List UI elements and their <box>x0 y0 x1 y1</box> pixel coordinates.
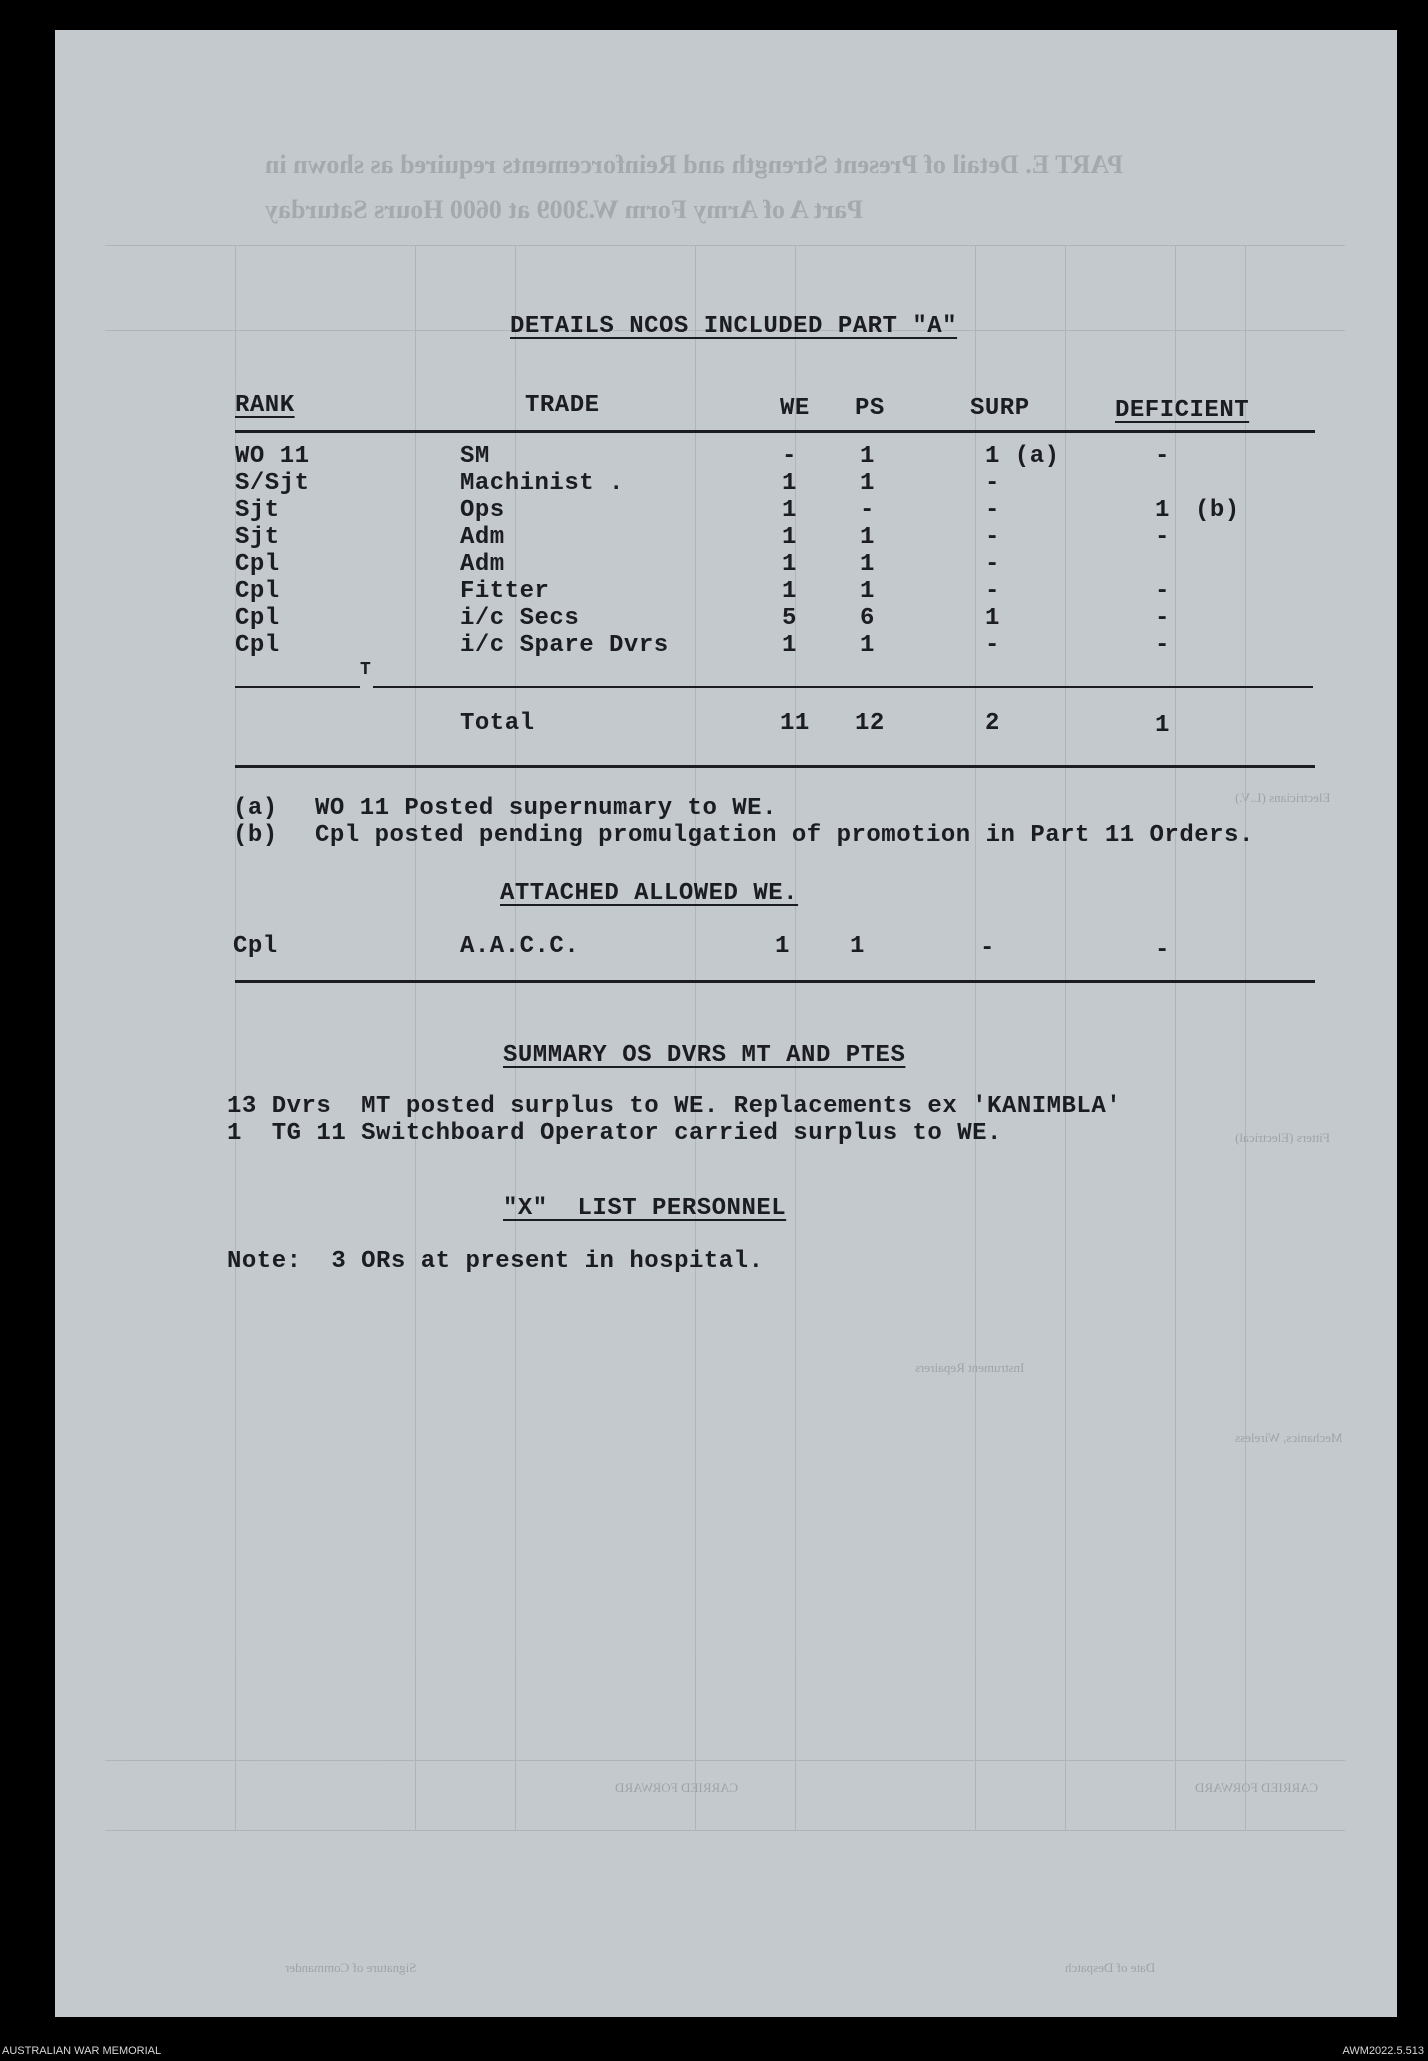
x-list-note: Note: 3 ORs at present in hospital. <box>227 1248 764 1275</box>
table-row-trade: i/c Spare Dvrs <box>460 632 669 659</box>
table-row-surp: - <box>985 578 1000 605</box>
table-row-rank: S/Sjt <box>235 470 310 497</box>
attached-row-surp: - <box>980 935 995 962</box>
attached-row-deficient: - <box>1155 937 1170 964</box>
attached-rule <box>235 980 1315 983</box>
total-rule <box>235 765 1315 768</box>
table-row-surp: - <box>985 524 1000 551</box>
header-rule <box>235 430 1315 433</box>
table-row-rank: Cpl <box>235 578 280 605</box>
table-row-trade: Ops <box>460 497 505 524</box>
total-label: Total <box>460 710 535 737</box>
section-heading-summary: SUMMARY OS DVRS MT AND PTES <box>503 1042 906 1069</box>
attached-row-rank: Cpl <box>233 933 278 960</box>
table-row-ps: 1 <box>860 470 875 497</box>
table-row-we: 1 <box>782 524 797 551</box>
table-row-ps: 1 <box>860 632 875 659</box>
table-row-surp: 1 <box>985 605 1000 632</box>
table-row-surp: - <box>985 497 1000 524</box>
table-row-ps: 1 <box>860 524 875 551</box>
table-row-surp: - <box>985 632 1000 659</box>
attached-row-ps: 1 <box>850 933 865 960</box>
table-row-trade: Machinist . <box>460 470 624 497</box>
table-row-ps: 1 <box>860 443 875 470</box>
table-row-we: 1 <box>782 551 797 578</box>
section-heading-ncos: DETAILS NCOS INCLUDED PART "A" <box>510 313 958 340</box>
table-row-deficient: - <box>1155 443 1170 470</box>
table-row-deficient: - <box>1155 632 1170 659</box>
column-header-rank: RANK <box>235 392 295 419</box>
section-heading-x-list: "X" LIST PERSONNEL <box>503 1195 787 1222</box>
table-row-trade: Fitter <box>460 578 550 605</box>
table-row-we: 1 <box>782 497 797 524</box>
table-row-ps: 6 <box>860 605 875 632</box>
note-text-b: Cpl posted pending promulgation of promotion in Part 11 Orders. <box>315 822 1254 849</box>
table-row-trade: i/c Secs <box>460 605 580 632</box>
separator-mark: T <box>360 660 372 680</box>
archive-footer <box>0 2041 1428 2061</box>
total-we: 11 <box>780 710 810 737</box>
column-header-we: WE <box>780 395 810 422</box>
table-row-trade: Adm <box>460 524 505 551</box>
total-surp: 2 <box>985 710 1000 737</box>
table-row-surp: 1 (a) <box>985 443 1060 470</box>
reverse-form-show-through: PART E. Detail of Present Strength and Reinforcements required as shown in Part A of Army Form W.3009 at 0600 Hours Saturday Electricians (L.V.) Fitters (Electrical) Mechanics, Wireless Instrument Repairers CARRIED FORWARD CARRIED FORWARD Date of Despatch Signature of Commander <box>55 30 1397 2017</box>
footer-source-label: AUSTRALIAN WAR MEMORIAL <box>2 2045 162 2057</box>
table-row-deficient: - <box>1155 578 1170 605</box>
table-row-we: 5 <box>782 605 797 632</box>
summary-line: 13 Dvrs MT posted surplus to WE. Replacements ex 'KANIMBLA' <box>227 1093 1122 1120</box>
attached-row-trade: A.A.C.C. <box>460 933 580 960</box>
note-text-a: WO 11 Posted supernumary to WE. <box>315 795 777 822</box>
table-row-surp: - <box>985 551 1000 578</box>
column-header-trade: TRADE <box>525 392 600 419</box>
note-marker-b: (b) <box>233 822 278 849</box>
section-heading-attached: ATTACHED ALLOWED WE. <box>500 880 799 907</box>
table-row-rank: Cpl <box>235 632 280 659</box>
total-ps: 12 <box>855 710 885 737</box>
table-row-we: 1 <box>782 632 797 659</box>
table-row-rank: Sjt <box>235 497 280 524</box>
column-header-surp: SURP <box>970 395 1030 422</box>
column-header-ps: PS <box>855 395 885 422</box>
table-row-note-marker: (b) <box>1195 497 1240 524</box>
table-row-deficient: - <box>1155 605 1170 632</box>
separator-rule-right <box>373 686 1313 688</box>
table-row-we: - <box>782 443 797 470</box>
table-row-rank: Cpl <box>235 551 280 578</box>
separator-rule-left <box>235 686 360 688</box>
table-row-ps: 1 <box>860 551 875 578</box>
table-row-rank: WO 11 <box>235 443 310 470</box>
table-row-trade: SM <box>460 443 490 470</box>
table-row-ps: - <box>860 497 875 524</box>
table-row-surp: - <box>985 470 1000 497</box>
table-row-rank: Sjt <box>235 524 280 551</box>
table-row-deficient: - <box>1155 524 1170 551</box>
table-row-we: 1 <box>782 470 797 497</box>
document-page <box>55 30 1397 2017</box>
attached-row-we: 1 <box>775 933 790 960</box>
summary-line: 1 TG 11 Switchboard Operator carried surplus to WE. <box>227 1120 1002 1147</box>
note-marker-a: (a) <box>233 795 278 822</box>
table-row-rank: Cpl <box>235 605 280 632</box>
table-row-deficient: 1 <box>1155 497 1170 524</box>
column-header-deficient: DEFICIENT <box>1115 397 1250 424</box>
table-row-trade: Adm <box>460 551 505 578</box>
footer-accession-number: AWM2022.5.513 <box>1342 2045 1424 2057</box>
table-row-we: 1 <box>782 578 797 605</box>
total-deficient: 1 <box>1155 712 1170 739</box>
table-row-ps: 1 <box>860 578 875 605</box>
